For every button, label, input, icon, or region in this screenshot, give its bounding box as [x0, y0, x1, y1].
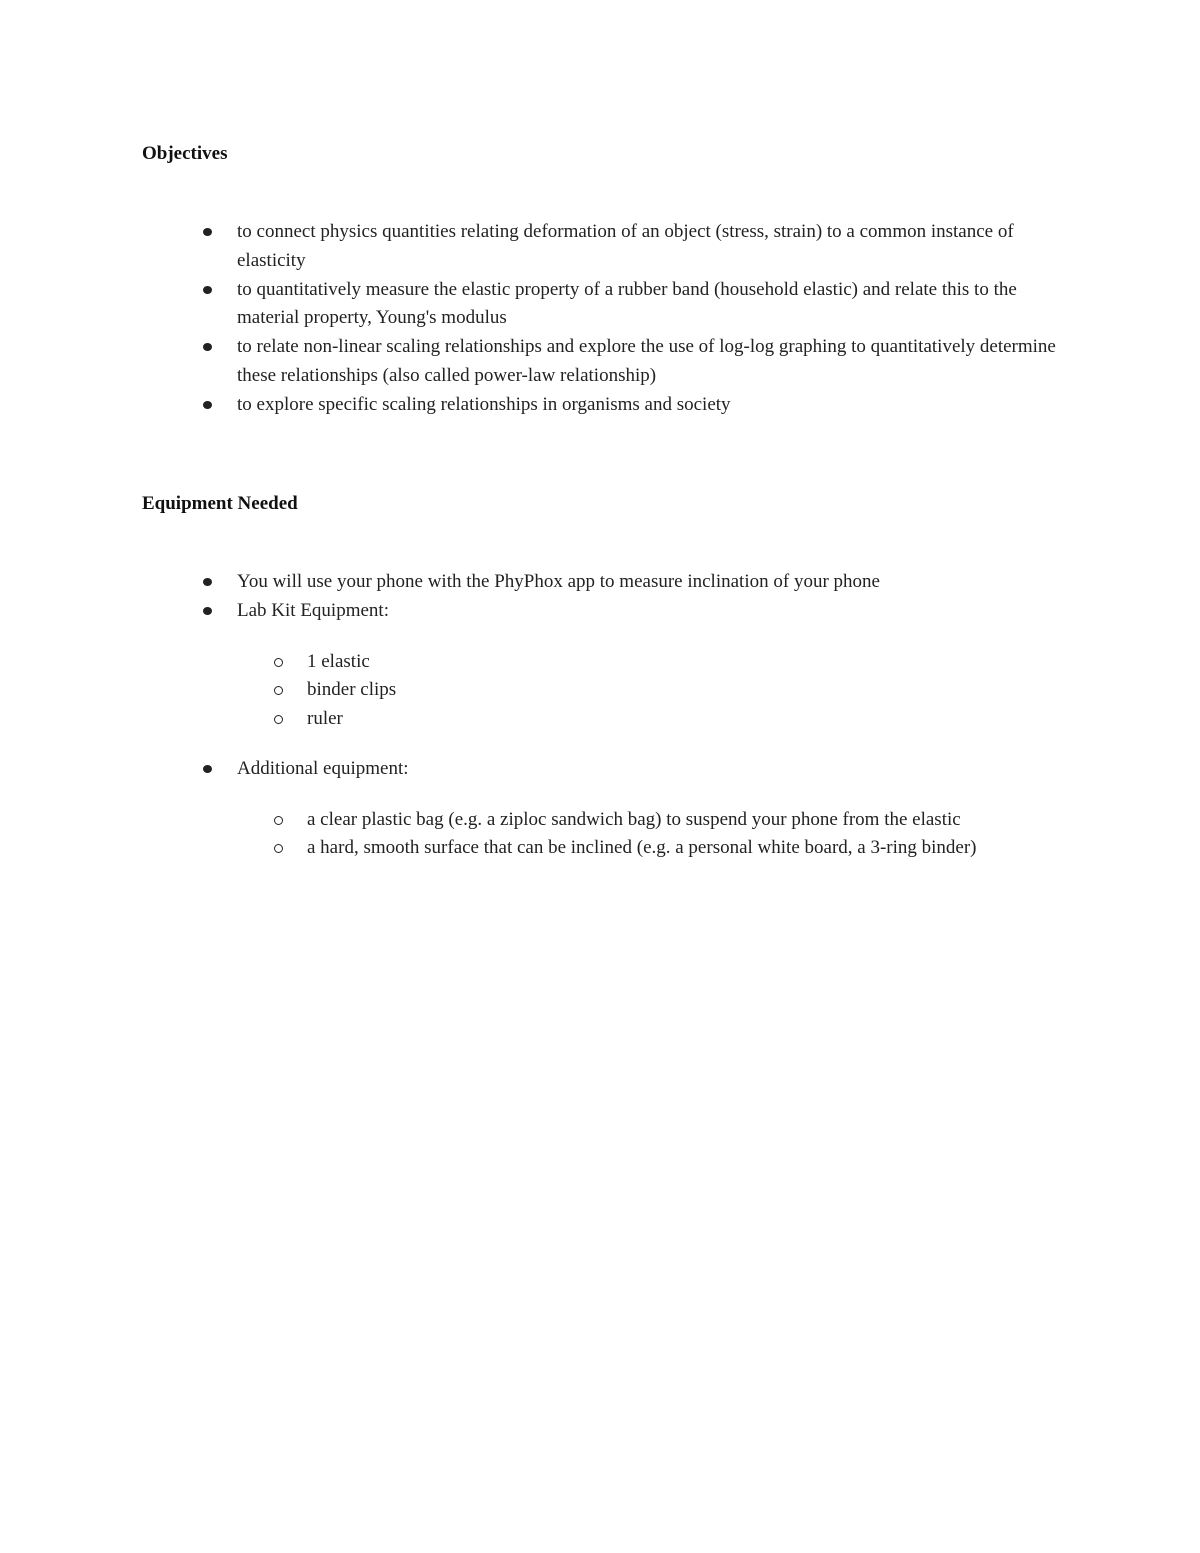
- sublist-text: 1 elastic: [307, 650, 370, 672]
- sublist-item: [271, 676, 1080, 705]
- sublist-item: [271, 834, 1080, 863]
- equipment-heading: Equipment Needed: [142, 493, 298, 514]
- list-item: [200, 568, 1080, 597]
- equipment-text: Additional equipment:: [237, 758, 409, 779]
- objectives-list: [200, 218, 1080, 420]
- hollow-bullet-icon: [274, 816, 283, 825]
- list-item: [200, 333, 1080, 390]
- sublist-item: [271, 705, 1080, 734]
- hollow-bullet-icon: [274, 658, 283, 667]
- list-item: [200, 391, 1080, 420]
- bullet-icon: [203, 286, 212, 294]
- equipment-text: Lab Kit Equipment:: [237, 600, 389, 621]
- bullet-icon: [203, 607, 212, 615]
- list-item: [200, 597, 1080, 733]
- lab-kit-sublist: [271, 648, 1080, 734]
- objectives-heading: Objectives: [142, 143, 228, 164]
- bullet-icon: [203, 765, 212, 773]
- objective-text: to explore specific scaling relationships in organisms and society: [237, 393, 731, 415]
- list-item: [200, 218, 1080, 275]
- list-item: [200, 755, 1080, 863]
- hollow-bullet-icon: [274, 686, 283, 695]
- list-item: [200, 276, 1080, 333]
- objective-text: to connect physics quantities relating deformation of an object (stress, strain) to a common instance of elasticity: [237, 221, 1014, 271]
- equipment-list: [200, 568, 1080, 885]
- hollow-bullet-icon: [274, 844, 283, 853]
- sublist-text: ruler: [307, 707, 343, 729]
- bullet-icon: [203, 401, 212, 409]
- objective-text: to relate non-linear scaling relationships and explore the use of log-log graphing to quantitatively determine these relationships (also called power-law relationship): [237, 336, 1056, 386]
- equipment-text: You will use your phone with the PhyPhox app to measure inclination of your phone: [237, 571, 880, 592]
- bullet-icon: [203, 228, 212, 236]
- bullet-icon: [203, 343, 212, 351]
- sublist-text: binder clips: [307, 679, 397, 700]
- sublist-text: a clear plastic bag (e.g. a ziploc sandwich bag) to suspend your phone from the elastic: [307, 808, 961, 830]
- sublist-item: [271, 648, 1080, 677]
- additional-equipment-sublist: [271, 806, 1080, 863]
- objective-text: to quantitatively measure the elastic property of a rubber band (household elastic) and relate this to the material property, Young's modulus: [237, 278, 1017, 328]
- sublist-text: a hard, smooth surface that can be inclined (e.g. a personal white board, a 3-ring binder): [307, 837, 977, 858]
- hollow-bullet-icon: [274, 715, 283, 724]
- sublist-item: [271, 806, 1080, 835]
- bullet-icon: [203, 578, 212, 586]
